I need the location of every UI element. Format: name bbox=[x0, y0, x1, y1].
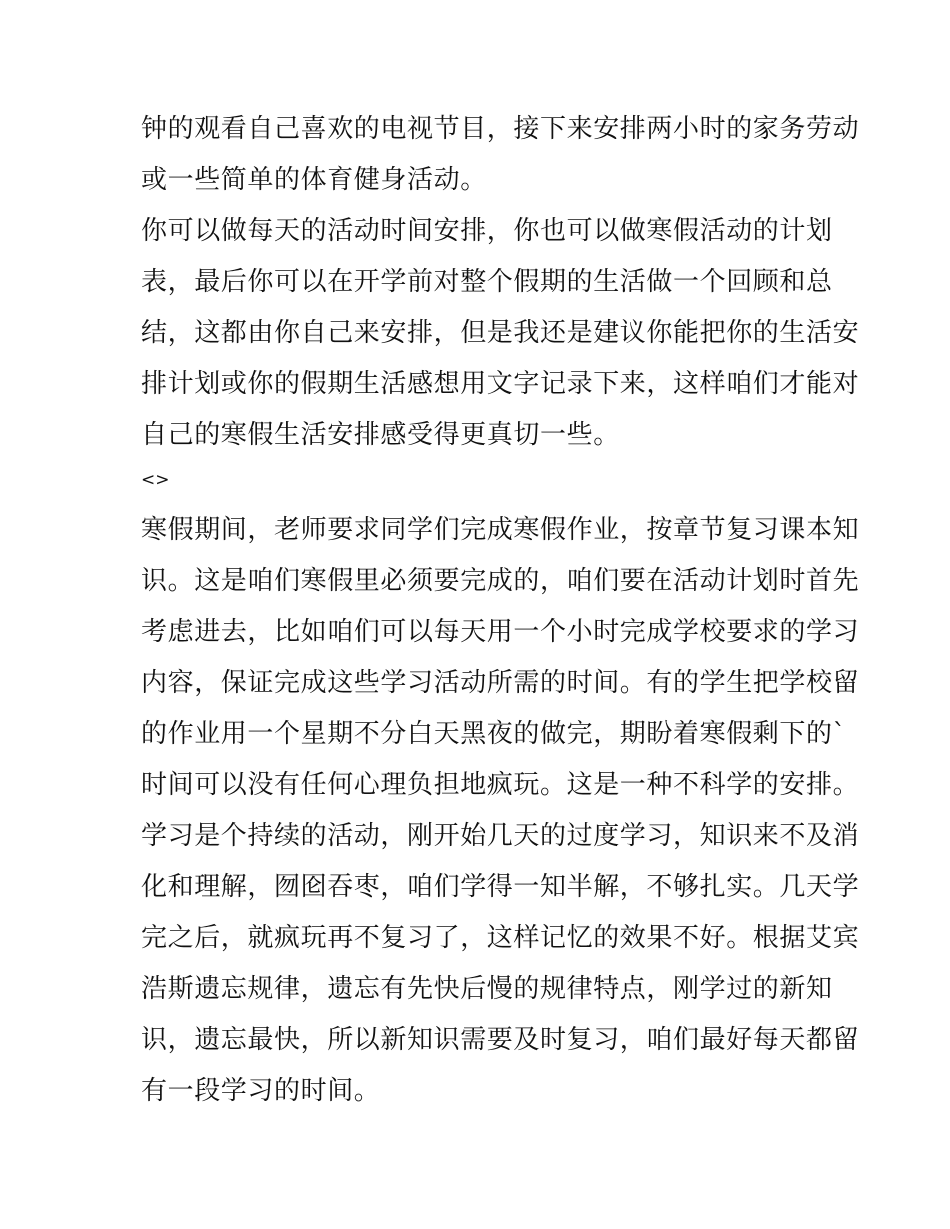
paragraph-2-line-2: 表，最后你可以在开学前对整个假期的生活做一个回顾和总 bbox=[141, 267, 833, 297]
paragraph-3-line-2: 识。这是咱们寒假里必须要完成的，咱们要在活动计划时首先 bbox=[141, 566, 860, 596]
paragraph-3-line-3: 考虑进去，比如咱们可以每天用一个小时完成学校要求的学习 bbox=[141, 617, 860, 647]
section-marker: <> bbox=[141, 470, 170, 490]
paragraph-3-line-12: 有一段学习的时间。 bbox=[141, 1076, 381, 1106]
paragraph-3-line-11: 识，遗忘最快，所以新知识需要及时复习，咱们最好每天都留 bbox=[141, 1025, 860, 1055]
paragraph-3-line-7: 学习是个持续的活动，刚开始几天的过度学习，知识来不及消 bbox=[141, 821, 860, 851]
paragraph-3-line-1: 寒假期间，老师要求同学们完成寒假作业，按章节复习课本知 bbox=[141, 515, 860, 545]
paragraph-3-line-8: 化和理解，囫囵吞枣，咱们学得一知半解，不够扎实。几天学 bbox=[141, 872, 860, 902]
paragraph-3-line-6: 时间可以没有任何心理负担地疯玩。这是一种不科学的安排。 bbox=[141, 770, 860, 800]
paragraph-2-line-1: 你可以做每天的活动时间安排，你也可以做寒假活动的计划 bbox=[141, 216, 833, 246]
paragraph-3-line-4: 内容，保证完成这些学习活动所需的时间。有的学生把学校留 bbox=[141, 668, 860, 698]
paragraph-3-line-9: 完之后，就疯玩再不复习了，这样记忆的效果不好。根据艾宾 bbox=[141, 923, 860, 953]
paragraph-1-line-1: 钟的观看自己喜欢的电视节目，接下来安排两小时的家务劳动 bbox=[141, 114, 860, 144]
paragraph-2-line-4: 排计划或你的假期生活感想用文字记录下来，这样咱们才能对 bbox=[141, 369, 860, 399]
paragraph-3-line-10: 浩斯遗忘规律，遗忘有先快后慢的规律特点，刚学过的新知 bbox=[141, 974, 833, 1004]
paragraph-1-line-2: 或一些简单的体育健身活动。 bbox=[141, 165, 487, 195]
paragraph-2-line-5: 自己的寒假生活安排感受得更真切一些。 bbox=[141, 420, 620, 450]
paragraph-2-line-3: 结，这都由你自己来安排，但是我还是建议你能把你的生活安 bbox=[141, 318, 860, 348]
paragraph-3-line-5: 的作业用一个星期不分白天黑夜的做完，期盼着寒假剩下的` bbox=[141, 719, 847, 749]
